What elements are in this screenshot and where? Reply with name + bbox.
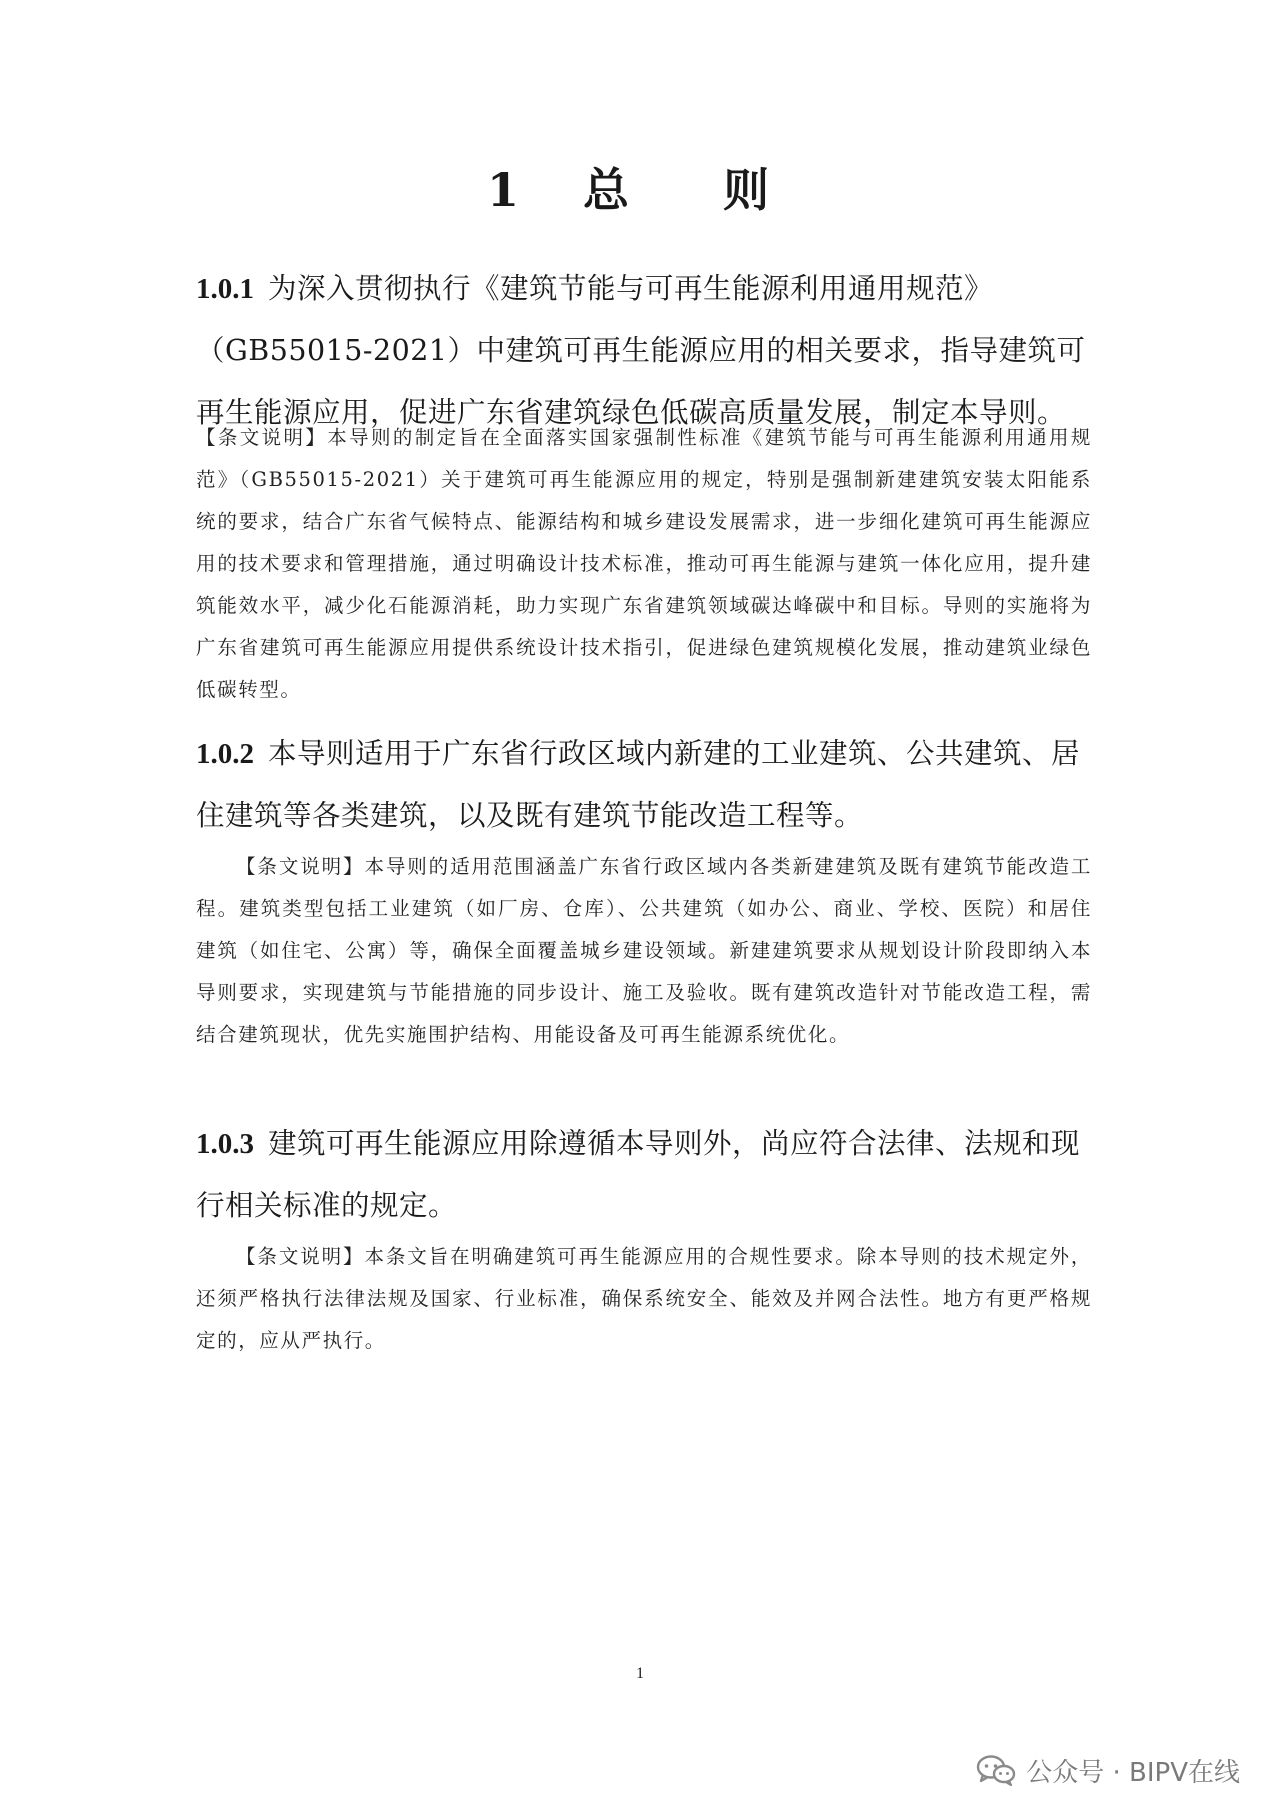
wechat-watermark: [976, 1750, 1240, 1790]
clause-1-0-2: [196, 723, 1096, 847]
clause-text: 本导则适用于广东省行政区域内新建的工业建筑、公共建筑、居住建筑等各类建筑，以及既有建筑节能改造工程等。: [196, 737, 1081, 832]
clause-note-1-0-2: 【条文说明】本导则的适用范围涵盖广东省行政区域内各类新建建筑及既有建筑节能改造工程。建筑类型包括工业建筑（如厂房、仓库）、公共建筑（如办公、商业、学校、医院）和居住建筑（如住宅、公寓）等，确保全面覆盖城乡建设领域。新建建筑要求从规划设计阶段即纳入本导则要求，实现建筑与节能措施的同步设计、施工及验收。既有建筑改造针对节能改造工程，需结合建筑现状，优先实施围护结构、用能设备及可再生能源系统优化。: [196, 855, 1092, 1046]
clause-number: 1.0.3: [196, 1128, 254, 1160]
watermark-text: 公众号 · BIPV在线: [1026, 1757, 1240, 1788]
wechat-icon: [976, 1754, 1016, 1786]
page-number: 1: [636, 1665, 644, 1682]
clause-text: 建筑可再生能源应用除遵循本导则外，尚应符合法律、法规和现行相关标准的规定。: [196, 1127, 1081, 1222]
clause-number: 1.0.2: [196, 738, 254, 770]
clause-1-0-3: [196, 1113, 1096, 1237]
chapter-title: 1 总 则: [486, 163, 794, 217]
clause-text: 为深入贯彻执行《建筑节能与可再生能源利用通用规范》（GB55015-2021）中建筑可再生能源应用的相关要求，指导建筑可再生能源应用，促进广东省建筑绿色低碳高质量发展，制定本导则。: [196, 272, 1086, 429]
clause-note-1-0-1: 【条文说明】本导则的制定旨在全面落实国家强制性标准《建筑节能与可再生能源利用通用规范》（GB55015-2021）关于建筑可再生能源应用的规定，特别是强制新建建筑安装太阳能系统的要求，结合广东省气候特点、能源结构和城乡建设发展需求，进一步细化建筑可再生能源应用的技术要求和管理措施，通过明确设计技术标准，推动可再生能源与建筑一体化应用，提升建筑能效水平，减少化石能源消耗，助力实现广东省建筑领域碳达峰碳中和目标。导则的实施将为广东省建筑可再生能源应用提供系统设计技术指引，促进绿色建筑规模化发展，推动建筑业绿色低碳转型。: [196, 426, 1092, 701]
clause-number: 1.0.1: [196, 273, 254, 305]
clause-note-1-0-3: 【条文说明】本条文旨在明确建筑可再生能源应用的合规性要求。除本导则的技术规定外，还须严格执行法律法规及国家、行业标准，确保系统安全、能效及并网合法性。地方有更严格规定的，应从严执行。: [196, 1245, 1092, 1352]
